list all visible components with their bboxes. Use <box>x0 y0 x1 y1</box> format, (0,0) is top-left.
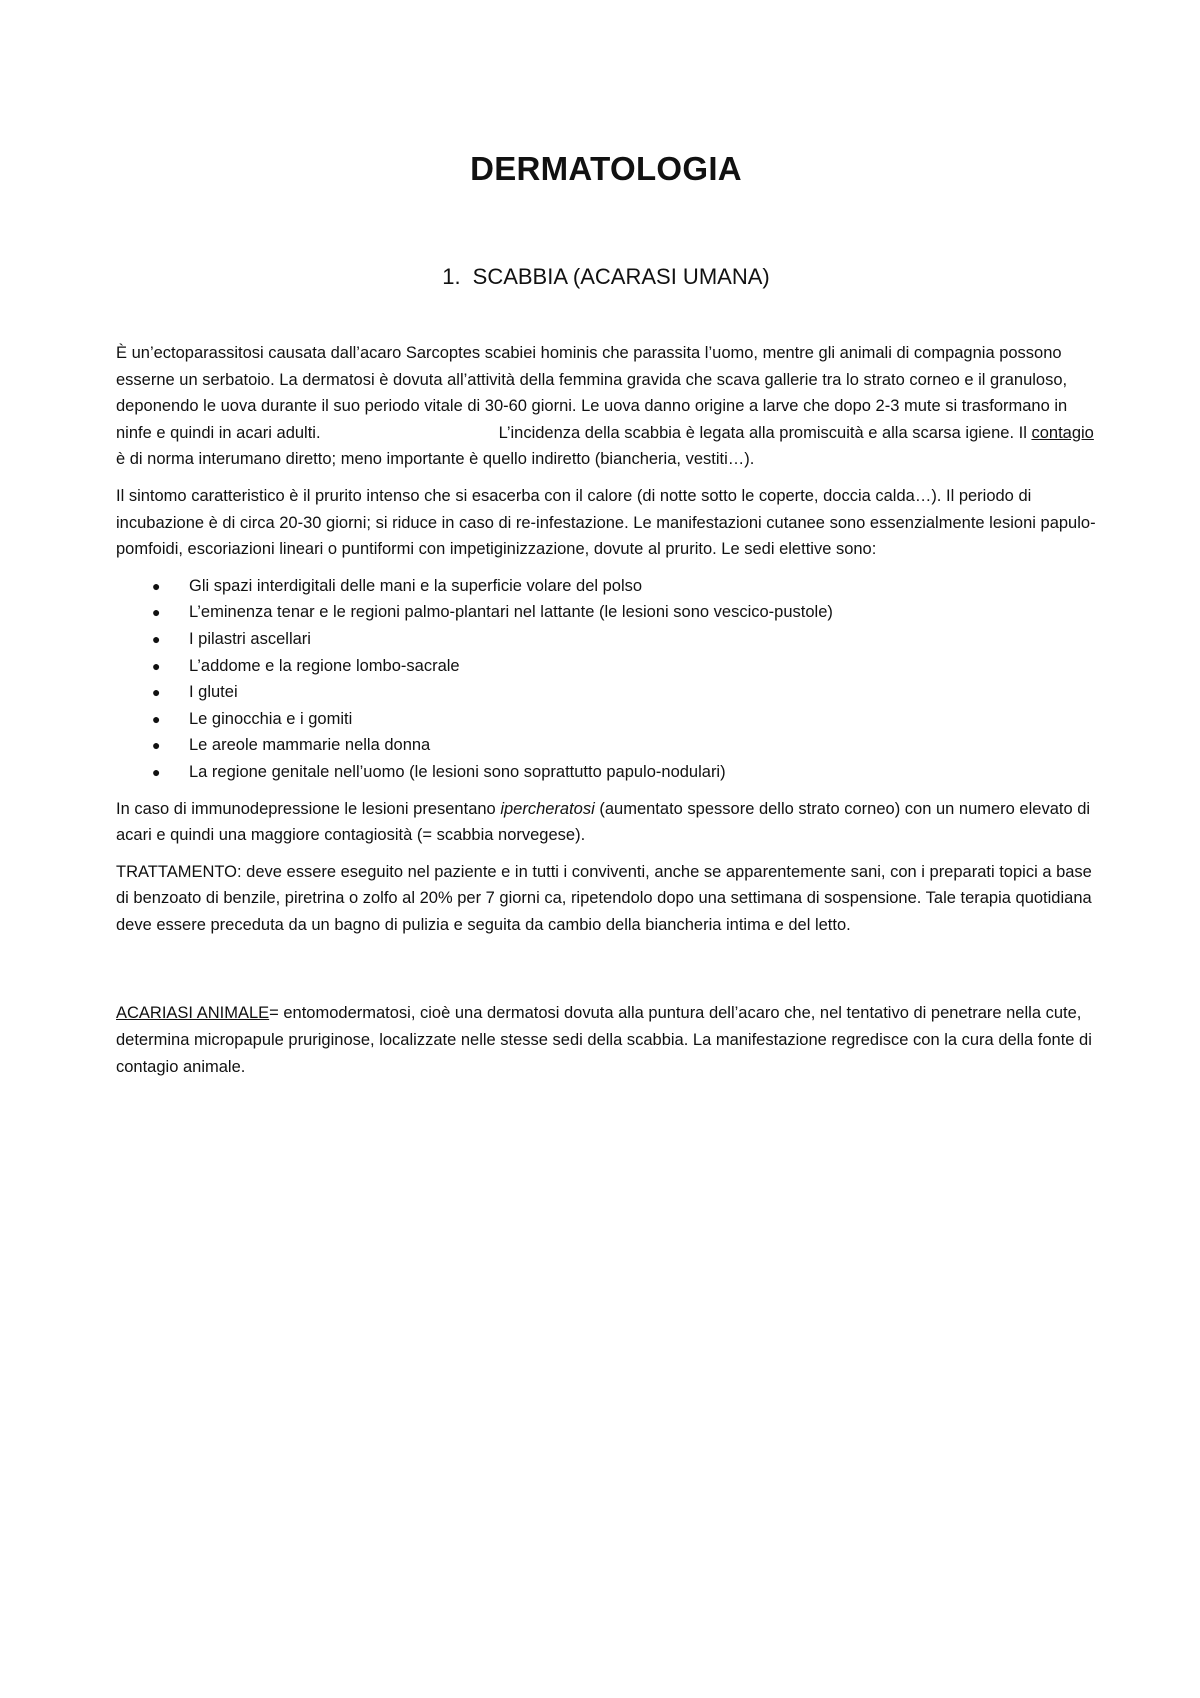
immuno-text-2: (aumentato spessore dello strato corneo) con un numero elevato di acari e quindi una maggiore contagiosità (= scabbia norvegese). <box>116 799 1091 845</box>
intro-paragraph <box>116 340 1096 473</box>
list-item <box>116 573 1096 600</box>
list-item <box>116 626 1096 653</box>
bullet-icon: ● <box>152 710 161 727</box>
section-heading <box>116 264 1096 290</box>
bullet-icon: ● <box>152 737 161 754</box>
document-body <box>116 340 1096 1090</box>
list-item-text: La regione genitale nell’uomo (le lesioni sono soprattutto papulo-nodulari) <box>189 762 726 781</box>
bullet-icon: ● <box>152 684 161 701</box>
list-item <box>116 759 1096 786</box>
bullet-icon: ● <box>152 604 161 621</box>
intro-text-3: è di norma interumano diretto; meno importante è quello indiretto (biancheria, vestiti…). <box>116 450 755 469</box>
list-item-text: L’addome e la regione lombo-sacrale <box>189 656 460 675</box>
list-item <box>116 732 1096 759</box>
bullet-icon: ● <box>152 657 161 674</box>
list-item-text: Gli spazi interdigitali delle mani e la superficie volare del polso <box>189 576 643 595</box>
immuno-text-1: In caso di immunodepressione le lesioni presentano <box>116 799 501 818</box>
section-number: 1. <box>442 264 461 289</box>
symptoms-paragraph: Il sintomo caratteristico è il prurito intenso che si esacerba con il calore (di notte sotto le coperte, doccia calda…). Il periodo di incubazione è di circa 20-30 giorni; si riduce in caso di re-infestazione. Le manifestazioni cutanee sono essenzialmente lesioni papulo-pomfoidi, escoriazioni lineari o puntiformi con impetiginizzazione, dovute al prurito. Le sedi elettive sono: <box>116 486 1096 559</box>
list-item <box>116 599 1096 626</box>
document-title: DERMATOLOGIA <box>470 150 742 187</box>
animal-acariasis-label: ACARIASI ANIMALE <box>116 1004 270 1023</box>
intro-text-2: L’incidenza della scabbia è legata alla promiscuità e alla scarsa igiene. Il <box>498 423 1032 442</box>
sites-list <box>116 573 1096 786</box>
bullet-icon: ● <box>152 763 161 780</box>
list-item-text: L’eminenza tenar e le regioni palmo-plantari nel lattante (le lesioni sono vescico-pustole) <box>189 603 833 622</box>
list-item <box>116 679 1096 706</box>
list-item-text: I pilastri ascellari <box>189 629 311 648</box>
section-title: SCABBIA (ACARASI UMANA) <box>472 264 770 289</box>
bullet-icon: ● <box>152 577 161 594</box>
intro-text-1: È un’ectoparassitosi causata dall’acaro Sarcoptes scabiei hominis che parassita l’uomo, mentre gli animali di compagnia possono esserne un serbatoio. La dermatosi è dovuta all’attività della femmina gravida che scava gallerie tra lo strato corneo e il granuloso, deponendo le uova durante il suo periodo vitale di 30-60 giorni. Le uova danno origine a larve che dopo 2-3 mute si trasformano in ninfe e quindi in acari adulti. <box>116 344 1068 442</box>
list-item <box>116 706 1096 733</box>
animal-acariasis-paragraph <box>116 1000 1096 1080</box>
animal-acariasis-text: = entomodermatosi, cioè una dermatosi dovuta alla puntura dell’acaro che, nel tentativo di penetrare nella cute, determina micropapule pruriginose, localizzate nelle stesse sedi della scabbia. La manifestazione regredisce con la cura della fonte di contagio animale. <box>116 1004 1092 1076</box>
immunodepression-paragraph <box>116 796 1096 849</box>
ipercheratosi-italic: ipercheratosi <box>500 799 595 818</box>
list-item-text: Le areole mammarie nella donna <box>189 736 431 755</box>
section-spacer <box>116 948 1096 1000</box>
list-item-text: I glutei <box>189 683 238 702</box>
list-item-text: Le ginocchia e i gomiti <box>189 709 353 728</box>
treatment-paragraph: TRATTAMENTO: deve essere eseguito nel paziente e in tutti i conviventi, anche se apparentemente sani, con i preparati topici a base di benzoato di benzile, piretrina o zolfo al 20% per 7 giorni ca, ripetendolo dopo una settimana di sospensione. Tale terapia quotidiana deve essere preceduta da un bagno di pulizia e seguita da cambio della biancheria intima e del letto. <box>116 862 1092 934</box>
bullet-icon: ● <box>152 630 161 647</box>
list-item <box>116 653 1096 680</box>
contagio-underlined: contagio <box>1031 423 1094 442</box>
